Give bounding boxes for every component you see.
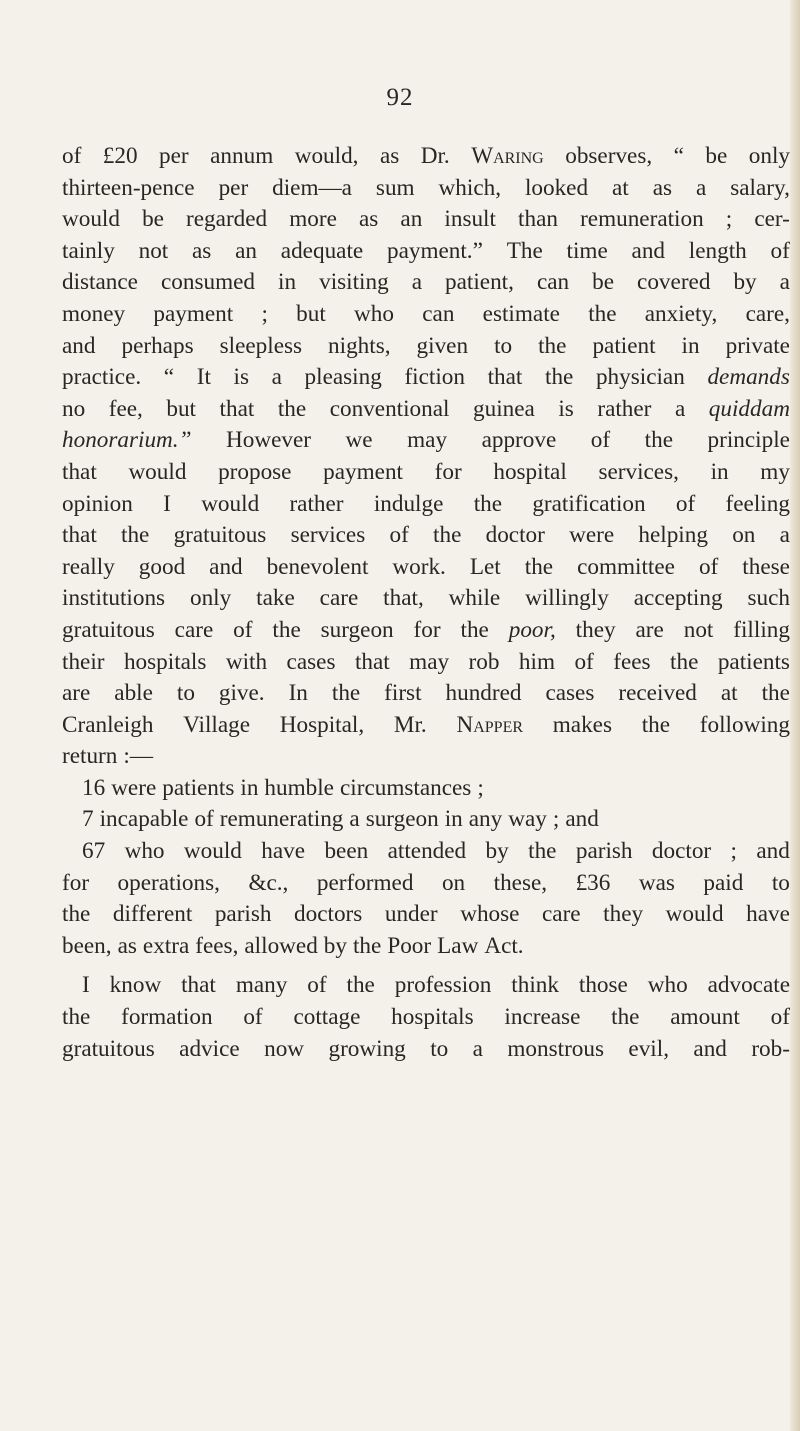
text-line: and perhaps sleepless nights, given to the patient in private [62, 332, 790, 359]
text-line: really good and benevolent work. Let the committee of these [62, 553, 790, 580]
text-line: I know that many of the profession think those who advocate [82, 972, 790, 999]
text-line: 67 who would have been attended by the parish doctor ; and [82, 838, 790, 865]
text-line: thirteen-pence per diem—a sum which, looked at as a salary, [62, 174, 790, 201]
text-line: Cranleigh Village Hospital, Mr. Napper makes the following [62, 711, 790, 738]
text-line: 16 were patients in humble circumstances ; [82, 774, 484, 801]
text-line: distance consumed in visiting a patient, can be covered by a [62, 269, 790, 296]
text-line: 7 incapable of remunerating a surgeon in any way ; and [82, 806, 599, 833]
text-line: money payment ; but who can estimate the anxiety, care, [62, 300, 790, 327]
text-line: the formation of cottage hospitals increase the amount of [62, 1004, 790, 1031]
text-line: no fee, but that the conventional guinea is rather a quiddam [62, 395, 790, 422]
text-line: are able to give. In the first hundred cases received at the [62, 680, 790, 707]
page-edge [790, 0, 800, 1431]
text-line: gratuitous advice now growing to a monstrous evil, and rob- [62, 1035, 790, 1062]
text-line: their hospitals with cases that may rob him of fees the patients [62, 648, 790, 675]
text-line: gratuitous care of the surgeon for the poor, they are not filling [62, 616, 790, 643]
text-line: that would propose payment for hospital services, in my [62, 458, 790, 485]
text-line: practice. “ It is a pleasing fiction that the physician demands [62, 364, 790, 391]
paragraph-gap [62, 962, 790, 970]
text-line: tainly not as an adequate payment.” The time and length of [62, 237, 790, 264]
text-line: would be regarded more as an insult than remuneration ; cer- [62, 206, 790, 233]
text-line: honorarium.” However we may approve of the principle [62, 427, 790, 454]
text-line: of £20 per annum would, as Dr. Waring observes, “ be only [62, 143, 790, 169]
text-line: institutions only take care that, while willingly accepting such [62, 585, 790, 612]
text-line: return :— [62, 743, 154, 770]
body-text [62, 141, 790, 1065]
text-line: opinion I would rather indulge the gratification of feeling [62, 490, 790, 517]
text-line: been, as extra fees, allowed by the Poor Law Act. [62, 932, 524, 959]
page-number: 92 [386, 84, 414, 111]
text-line: the different parish doctors under whose care they would have [62, 901, 790, 928]
text-line: that the gratuitous services of the doctor were helping on a [62, 522, 790, 549]
text-line: for operations, &c., performed on these, £36 was paid to [62, 869, 790, 896]
